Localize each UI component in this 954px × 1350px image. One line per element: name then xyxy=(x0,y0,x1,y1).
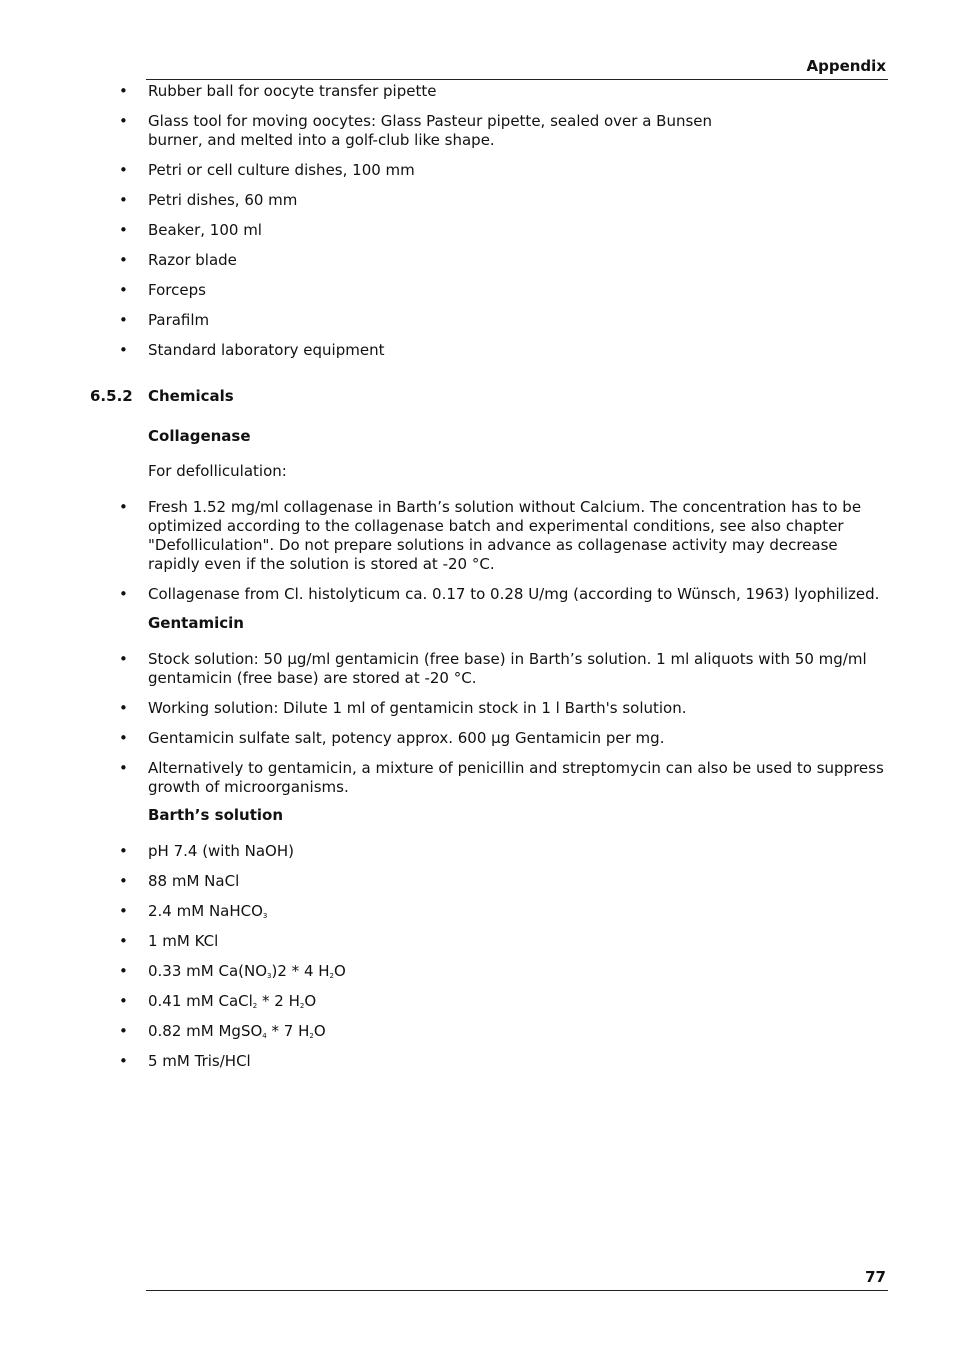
collagenase-list xyxy=(0,498,954,604)
list-item: • 5 mM Tris/HCl xyxy=(119,1052,251,1070)
list-item: • 0.41 mM CaCl$_2$ * 2 $H_2O$ xyxy=(119,992,317,1010)
barths-heading: Barth’s solution xyxy=(148,806,283,824)
list-item: • 0.82 mM MgSO$_4$ * 7 $H_2O$ xyxy=(119,1022,326,1040)
collagenase-intro: For defolliculation: xyxy=(148,462,287,480)
footer-rule xyxy=(146,1290,888,1291)
list-item: • Fresh 1.52 mg/ml collagenase in Barth’s solution without Calcium. The concentration has to be optimized according to the collagenase batch and experimental conditions, see also chapter "Defolliculation". Do not prepare solutions in advance as collagenase activity may decrease rapidly even if the solution is stored at -20 °C. xyxy=(119,498,862,573)
list-item: • Alternatively to gentamicin, a mixture of penicillin and streptomycin can also be used to suppress growth of microorganisms. xyxy=(119,759,884,796)
list-item: • Rubber ball for oocyte transfer pipette xyxy=(119,82,437,100)
gentamicin-heading: Gentamicin xyxy=(148,614,244,632)
list-item: • Beaker, 100 ml xyxy=(119,221,262,239)
page-number: 77 xyxy=(865,1268,886,1286)
list-item: • Collagenase from Cl. histolyticum ca. 0.17 to 0.28 U/mg (according to Wünsch, 1963) lyophilized. xyxy=(119,585,880,603)
list-item: • Parafilm xyxy=(119,311,210,329)
list-item: • 88 mM NaCl xyxy=(119,872,240,890)
list-item: • 0.33 mM $Ca(NO_3)2 * 4$ $H_2O$ xyxy=(119,962,346,980)
header-title: Appendix xyxy=(806,57,886,75)
list-item: • Petri or cell culture dishes, 100 mm xyxy=(119,161,415,179)
list-item: • Gentamicin sulfate salt, potency approx. 600 µg Gentamicin per mg. xyxy=(119,729,665,747)
gentamicin-list xyxy=(0,650,954,797)
barths-list xyxy=(0,842,954,1071)
collagenase-heading: Collagenase xyxy=(148,427,251,445)
list-item: • Glass tool for moving oocytes: Glass Pasteur pipette, sealed over a Bunsen burner, and melted into a golf-club like shape. xyxy=(119,112,713,149)
header-rule xyxy=(146,79,888,80)
list-item: • pH 7.4 (with NaOH) xyxy=(119,842,294,860)
section-number: 6.5.2 xyxy=(90,387,133,405)
equipment-list xyxy=(0,82,954,371)
list-item: • 2.4 mM NaHCO$_3$ xyxy=(119,902,268,920)
list-item: • Forceps xyxy=(119,281,206,299)
list-item: • Petri dishes, 60 mm xyxy=(119,191,298,209)
list-item: • 1 mM KCl xyxy=(119,932,219,950)
list-item: • Stock solution: 50 µg/ml gentamicin (free base) in Barth’s solution. 1 ml aliquots with 50 mg/ml gentamicin (free base) are stored at -20 °C. xyxy=(119,650,867,687)
list-item: • Standard laboratory equipment xyxy=(119,341,385,359)
list-item: • Working solution: Dilute 1 ml of gentamicin stock in 1 l Barth's solution. xyxy=(119,699,687,717)
list-item: • Razor blade xyxy=(119,251,237,269)
section-title: Chemicals xyxy=(148,387,234,405)
